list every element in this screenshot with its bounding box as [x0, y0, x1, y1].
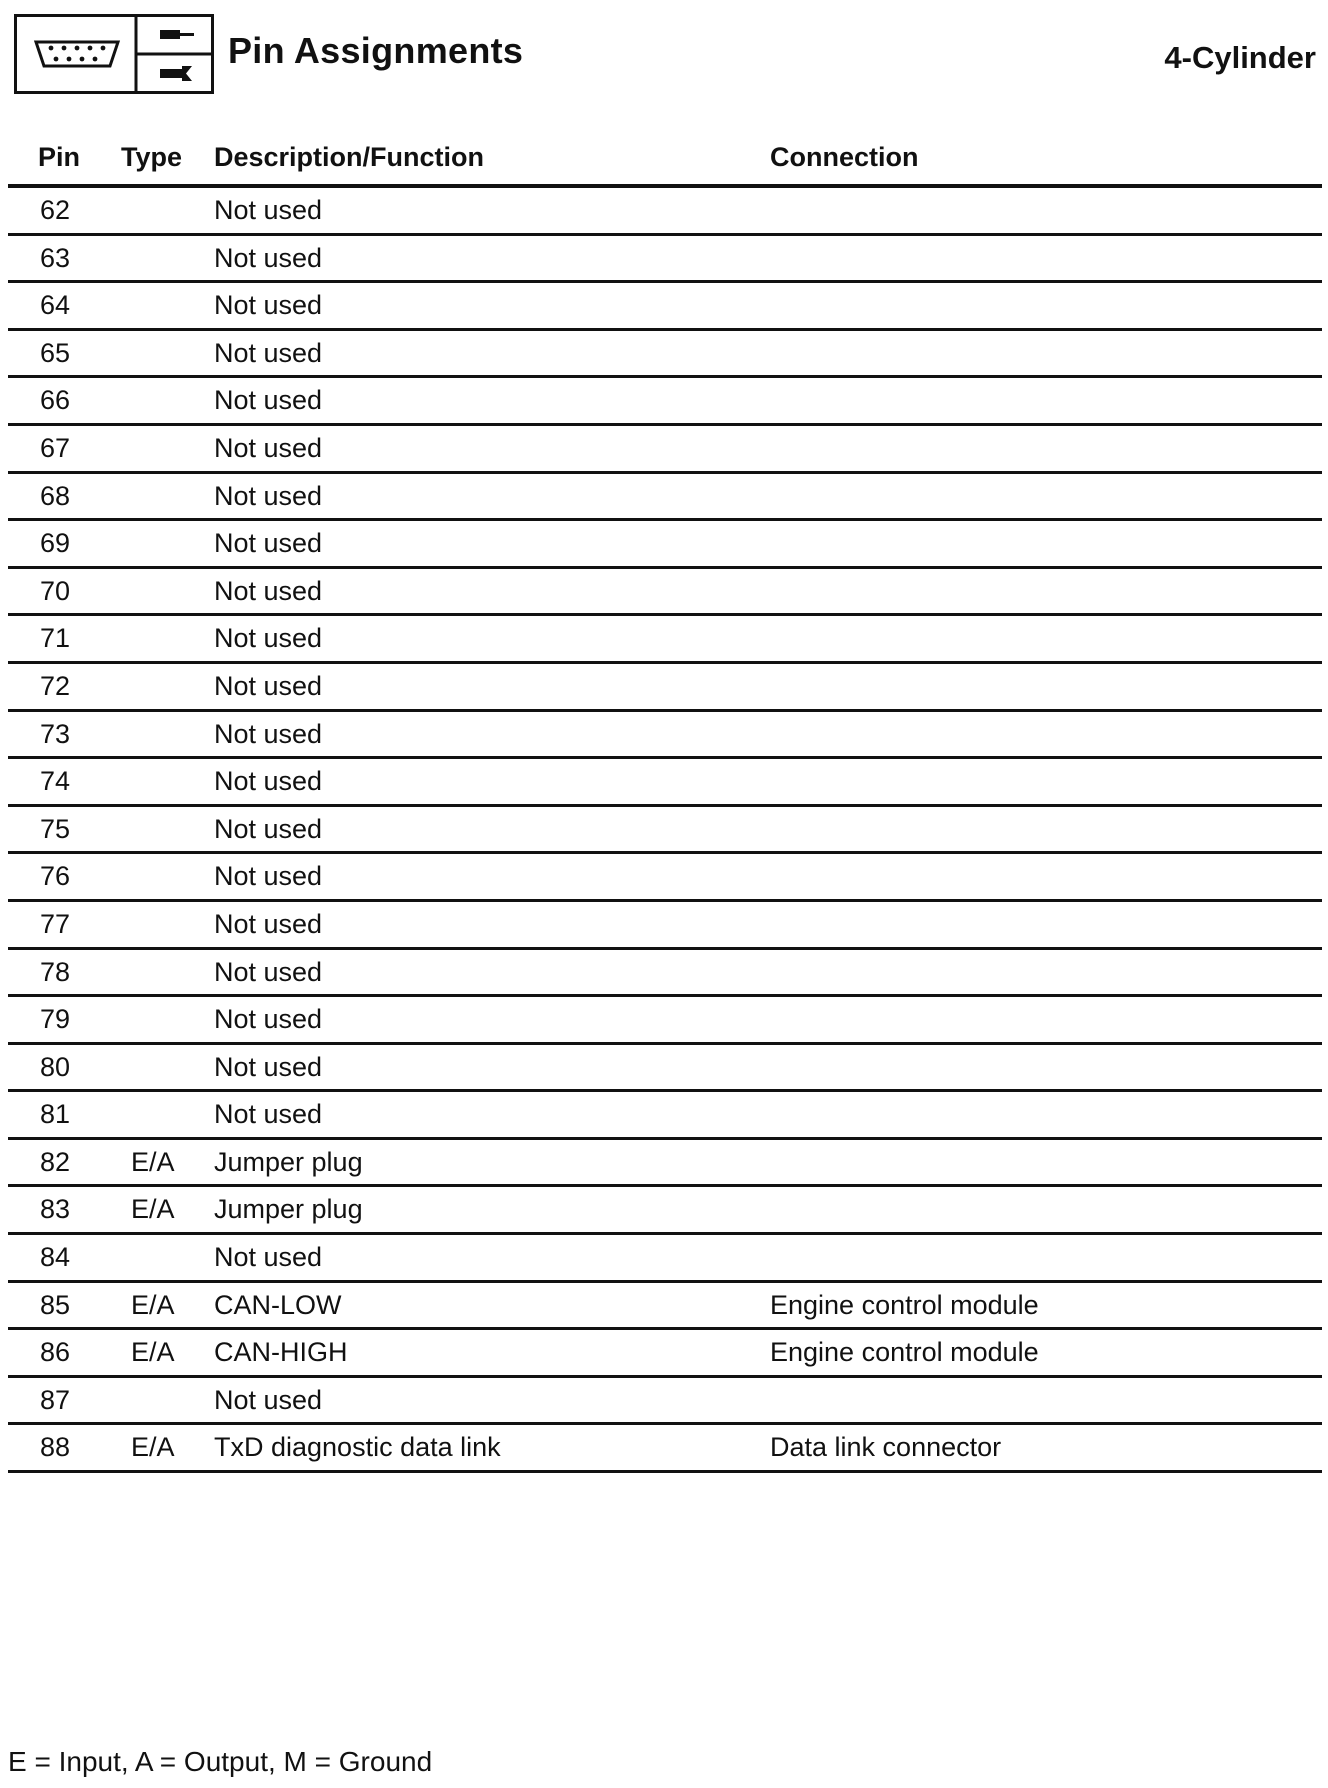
table-row — [8, 712, 1322, 760]
column-header-pin: Pin — [38, 142, 81, 172]
pin-number: 77 — [40, 908, 71, 939]
pin-number: 80 — [40, 1051, 71, 1082]
pin-description: Not used — [214, 290, 323, 321]
pin-number: 86 — [40, 1337, 71, 1368]
table-row — [8, 188, 1322, 236]
pin-description: Not used — [214, 1004, 323, 1035]
pin-description: Not used — [214, 1242, 323, 1273]
column-header-description: Description/Function — [214, 142, 484, 172]
pin-number: 70 — [40, 575, 71, 606]
column-header-connection: Connection — [770, 142, 919, 172]
pin-number: 69 — [40, 528, 71, 559]
table-row — [8, 616, 1322, 664]
table-row — [8, 950, 1322, 998]
table-row — [8, 1378, 1322, 1426]
table-row — [8, 1235, 1322, 1283]
pin-type: E/A — [131, 1194, 175, 1225]
pin-number: 83 — [40, 1194, 71, 1225]
table-row — [8, 902, 1322, 950]
pin-description: Not used — [214, 766, 323, 797]
wrench-icon — [160, 66, 192, 81]
pin-number: 71 — [40, 623, 71, 654]
connector-icon — [36, 42, 118, 66]
pin-description: Jumper plug — [214, 1146, 363, 1177]
pin-number: 72 — [40, 670, 71, 701]
table-row — [8, 1425, 1322, 1473]
pin-number: 68 — [40, 480, 71, 511]
pin-number: 87 — [40, 1384, 71, 1415]
pin-number: 82 — [40, 1146, 71, 1177]
pin-description: Not used — [214, 718, 323, 749]
pin-description: TxD diagnostic data link — [214, 1432, 501, 1463]
table-row — [8, 426, 1322, 474]
pin-number: 65 — [40, 337, 71, 368]
table-row — [8, 664, 1322, 712]
table-row — [8, 1140, 1322, 1188]
table-row — [8, 1330, 1322, 1378]
pin-connection: Engine control module — [770, 1289, 1039, 1320]
pin-type: E/A — [131, 1146, 175, 1177]
pin-number: 81 — [40, 1099, 71, 1130]
pin-description: Jumper plug — [214, 1194, 363, 1225]
pin-type: E/A — [131, 1289, 175, 1320]
pin-description: Not used — [214, 480, 323, 511]
pin-number: 67 — [40, 432, 71, 463]
pin-description: Not used — [214, 575, 323, 606]
pin-connection: Engine control module — [770, 1337, 1039, 1368]
table-header — [8, 138, 1322, 188]
table-row — [8, 807, 1322, 855]
pin-number: 78 — [40, 956, 71, 987]
pin-type: E/A — [131, 1432, 175, 1463]
pin-description: Not used — [214, 1384, 323, 1415]
pin-number: 73 — [40, 718, 71, 749]
pin-number: 63 — [40, 242, 71, 273]
pin-connection: Data link connector — [770, 1432, 1002, 1463]
pin-description: Not used — [214, 670, 323, 701]
pin-number: 75 — [40, 813, 71, 844]
connector-logo — [14, 14, 214, 94]
table-row — [8, 759, 1322, 807]
pin-description: Not used — [214, 337, 323, 368]
pin-number: 84 — [40, 1242, 71, 1273]
pin-number: 76 — [40, 861, 71, 892]
pin-description: Not used — [214, 385, 323, 416]
pin-number: 62 — [40, 195, 71, 225]
pin-description: Not used — [214, 623, 323, 654]
pin-description: CAN-HIGH — [214, 1337, 348, 1368]
pin-description: Not used — [214, 908, 323, 939]
table-row — [8, 1283, 1322, 1331]
pin-description: Not used — [214, 1099, 323, 1130]
table-row — [8, 474, 1322, 522]
table-row — [8, 283, 1322, 331]
table-row — [8, 1187, 1322, 1235]
pin-description: Not used — [214, 432, 323, 463]
pin-description: Not used — [214, 861, 323, 892]
pin-number: 79 — [40, 1004, 71, 1035]
pin-number: 74 — [40, 766, 71, 797]
table-row — [8, 236, 1322, 284]
plug-icon — [160, 30, 194, 39]
table-row — [8, 1092, 1322, 1140]
type-legend: E = Input, A = Output, M = Ground — [8, 1746, 433, 1777]
pin-description: Not used — [214, 528, 323, 559]
pin-number: 66 — [40, 385, 71, 416]
column-header-type: Type — [121, 142, 183, 172]
pin-description: Not used — [214, 813, 323, 844]
pin-description: Not used — [214, 1051, 323, 1082]
table-row — [8, 378, 1322, 426]
table-body — [8, 188, 1322, 1473]
table-row — [8, 331, 1322, 379]
page-subtitle: 4-Cylinder — [1164, 40, 1316, 75]
table-row — [8, 569, 1322, 617]
table-row — [8, 1045, 1322, 1093]
table-row — [8, 997, 1322, 1045]
pin-type: E/A — [131, 1337, 175, 1368]
table-row — [8, 854, 1322, 902]
pin-number: 85 — [40, 1289, 71, 1320]
pin-description: Not used — [214, 956, 323, 987]
pin-description: Not used — [214, 242, 323, 273]
pin-number: 64 — [40, 290, 71, 321]
pin-description: CAN-LOW — [214, 1289, 342, 1320]
pin-assignment-table — [8, 138, 1322, 1473]
page-title: Pin Assignments — [228, 30, 524, 71]
page-header — [14, 14, 1316, 96]
pin-number: 88 — [40, 1432, 71, 1463]
table-row — [8, 521, 1322, 569]
pin-description: Not used — [214, 195, 323, 225]
